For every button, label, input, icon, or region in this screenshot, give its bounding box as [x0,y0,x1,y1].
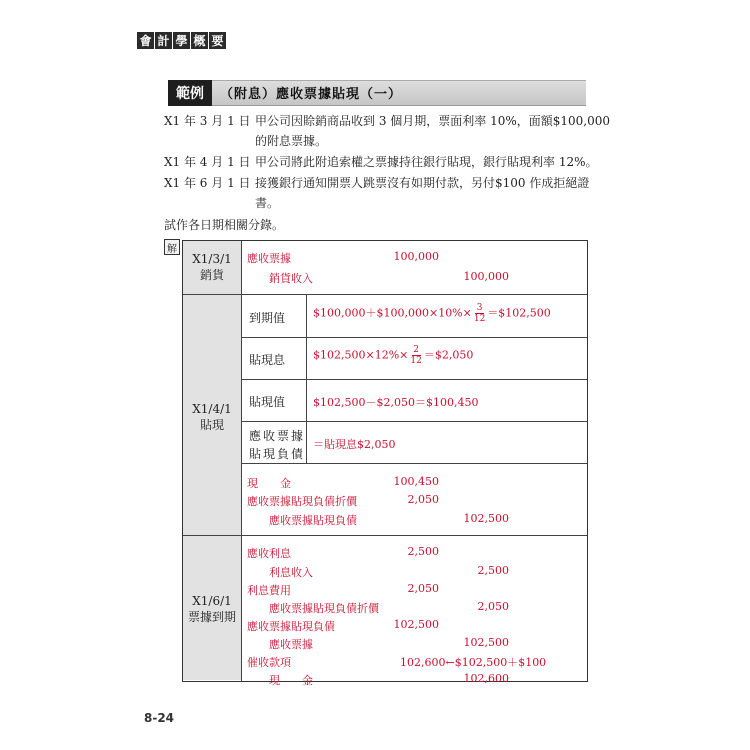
proceeds-calc: $102,500－$2,050＝$100,450 [313,396,479,409]
journal-account: 應收票據貼現負債折價 [247,495,357,508]
date-label: X1/3/1 [192,252,232,266]
debit-amount: 2,050 [407,493,439,506]
problem-date: X1 年 4 月 1 日 [164,155,251,169]
date-label: X1/4/1 [192,402,232,416]
book-title [137,32,226,49]
journal-account: 利息費用 [247,584,291,597]
liability-calc: ＝貼現息$2,050 [313,438,396,451]
maturity-label: 到期值 [249,311,286,325]
journal-account: 銷貨收入 [269,272,313,285]
journal-account: 現 金 [247,477,291,490]
book-title-char: 概 [191,32,208,49]
date-caption: 貼現 [199,418,224,432]
proceeds-label: 貼現值 [249,395,286,409]
liability-label: 貼現負債 [249,447,306,461]
problem-text: 的附息票據。 [255,134,328,148]
journal-account: 現 金 [269,674,313,687]
example-tag: 範例 [168,80,212,106]
solution-table [182,240,588,687]
problem-text: 接獲銀行通知開票人跳票沒有如期付款，另付$100 作成拒絕證 [255,176,590,190]
credit-amount: 102,500 [463,512,509,525]
credit-amount: 2,050 [477,600,509,613]
page-number: 8-24 [144,711,175,725]
debit-amount: 100,000 [393,250,439,263]
journal-account: 催收款項 [247,656,291,669]
interest-calc: $102,500×12%× $\frac{2}{12}$ ＝$2,050 [313,345,474,366]
journal-account: 應收票據 [269,638,313,651]
problem-date: X1 年 3 月 1 日 [164,114,251,128]
journal-account: 應收票據貼現負債折價 [269,602,379,615]
journal-account: 應收票據貼現負債 [269,514,357,527]
debit-amount: 102,600←$102,500＋$100 [400,656,547,669]
maturity-calc: $100,000＋$100,000×10%× $\frac{3}{12}$ ＝$102,500 [313,303,551,324]
fraction: $\frac{2}{12}$ [410,345,422,366]
date-caption: 票據到期 [187,610,236,624]
problem-text: 甲公司因賒銷商品收到 3 個月期，票面利率 10%，面額$100,000 [255,114,611,128]
date-cell-sale [183,251,241,283]
credit-amount: 102,500 [463,636,509,649]
instruction: 試作各日期相關分錄。 [164,218,285,232]
journal-account: 應收票據貼現負債 [247,620,335,633]
example-title: （附息）應收票據貼現（一） [220,87,403,102]
problem-text: 甲公司將此附追索權之票據持往銀行貼現，銀行貼現利率 12%。 [255,155,598,169]
book-title-char: 學 [173,32,190,49]
credit-amount: 102,600 [463,672,509,685]
debit-amount: 2,050 [407,582,439,595]
date-cell-dishonor [183,593,241,625]
book-title-char: 要 [209,32,226,49]
date-cell-discount [183,401,241,433]
book-title-char: 計 [155,32,172,49]
fraction: $\frac{3}{12}$ [473,303,486,324]
interest-label: 貼現息 [249,353,286,367]
problem-date: X1 年 6 月 1 日 [164,176,251,190]
credit-amount: 100,000 [463,270,509,283]
journal-account: 應收票據 [247,252,291,265]
liability-label: 應收票據 [249,429,306,443]
date-caption: 銷貨 [199,268,224,282]
debit-amount: 2,500 [407,545,439,558]
date-label: X1/6/1 [192,594,232,608]
problem-text: 書。 [255,196,280,210]
solution-icon: 解 [164,239,180,255]
debit-amount: 100,450 [393,475,439,488]
credit-amount: 2,500 [477,564,509,577]
journal-account: 應收利息 [247,547,291,560]
debit-amount: 102,500 [393,618,439,631]
book-title-char: 會 [137,32,154,49]
journal-account: 利息收入 [269,566,313,579]
